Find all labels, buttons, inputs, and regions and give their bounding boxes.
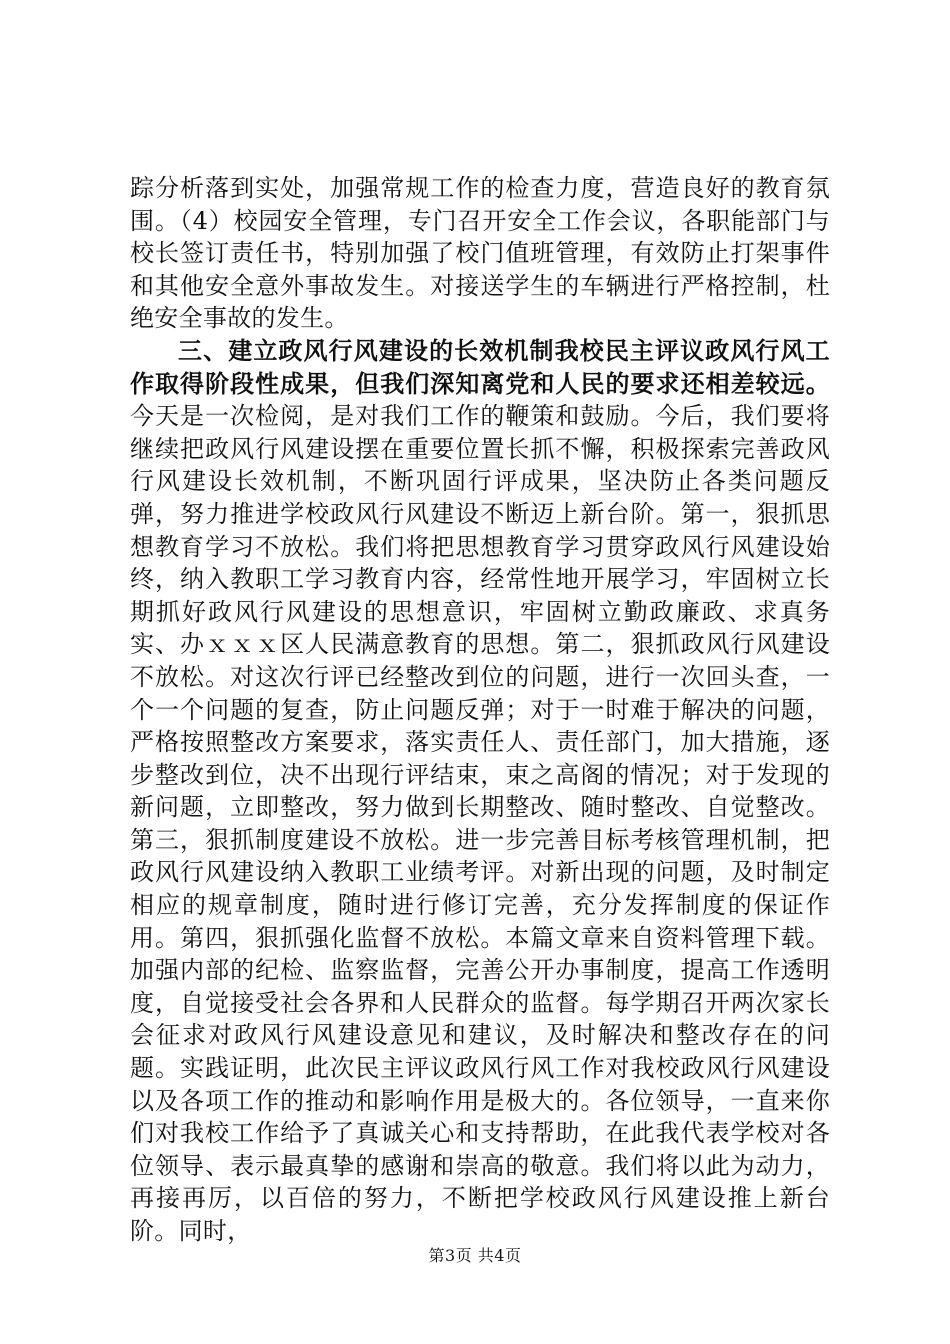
document-body (130, 172, 830, 1248)
section-body-text: 今天是一次检阅，是对我们工作的鞭策和鼓励。今后，我们要将继续把政风行风建设摆在重要位置长抓不懈，积极探索完善政风行风建设长效机制，不断巩固行评成果，坚决防止各类问题反弹，努力推进学校政风行风建设不断迈上新台阶。第一，狠抓思想教育学习不放松。我们将把思想教育学习贯穿政风行风建设始终，纳入教职工学习教育内容，经常性地开展学习，牢固树立长期抓好政风行风建设的思想意识，牢固树立勤政廉政、求真务实、办ｘｘｘ区人民满意教育的思想。第二，狠抓政风行风建设不放松。对这次行评已经整改到位的问题，进行一次回头查，一个一个问题的复查，防止问题反弹；对于一时难于解决的问题，严格按照整改方案要求，落实责任人、责任部门，加大措施，逐步整改到位，决不出现行评结束，束之高阁的情况；对于发现的新问题，立即整改，努力做到长期整改、随时整改、自觉整改。第三，狠抓制度建设不放松。进一步完善目标考核管理机制，把政风行风建设纳入教职工业绩考评。对新出现的问题，及时制定相应的规章制度，随时进行修订完善，充分发挥制度的保证作用。第四，狠抓强化监督不放松。本篇文章来自资料管理下载。加强内部的纪检、监察监督，完善公开办事制度，提高工作透明度，自觉接受社会各界和人民群众的监督。每学期召开两次家长会征求对政风行风建设意见和建议，及时解决和整改存在的问题。实践证明，此次民主评议政风行风工作对我校政风行风建设以及各项工作的推动和影响作用是极大的。各位领导，一直来你们对我校工作给予了真诚关心和支持帮助，在此我代表学校对各位领导、表示最真挚的感谢和崇高的敬意。我们将以此为动力，再接再厉，以百倍的努力，不断把学校政风行风建设推上新台阶。同时， (130, 402, 830, 1245)
paragraph-continuation: 踪分析落到实处，加强常规工作的检查力度，营造良好的教育氛围。（4）校园安全管理，专门召开安全工作会议，各职能部门与校长签订责任书，特别加强了校门值班管理，有效防止打架事件和其他安全意外事故发生。对接送学生的车辆进行严格控制，杜绝安全事故的发生。 (130, 174, 830, 333)
paragraph-section-three (130, 335, 830, 1248)
page-number-footer: 第3页 共4页 (428, 1246, 522, 1265)
section-heading: 三、建立政风行风建设的长效机制我校民主评议政风行风工作取得阶段性成果，但我们深知离党和人民的要求还相差较远。 (130, 335, 830, 398)
